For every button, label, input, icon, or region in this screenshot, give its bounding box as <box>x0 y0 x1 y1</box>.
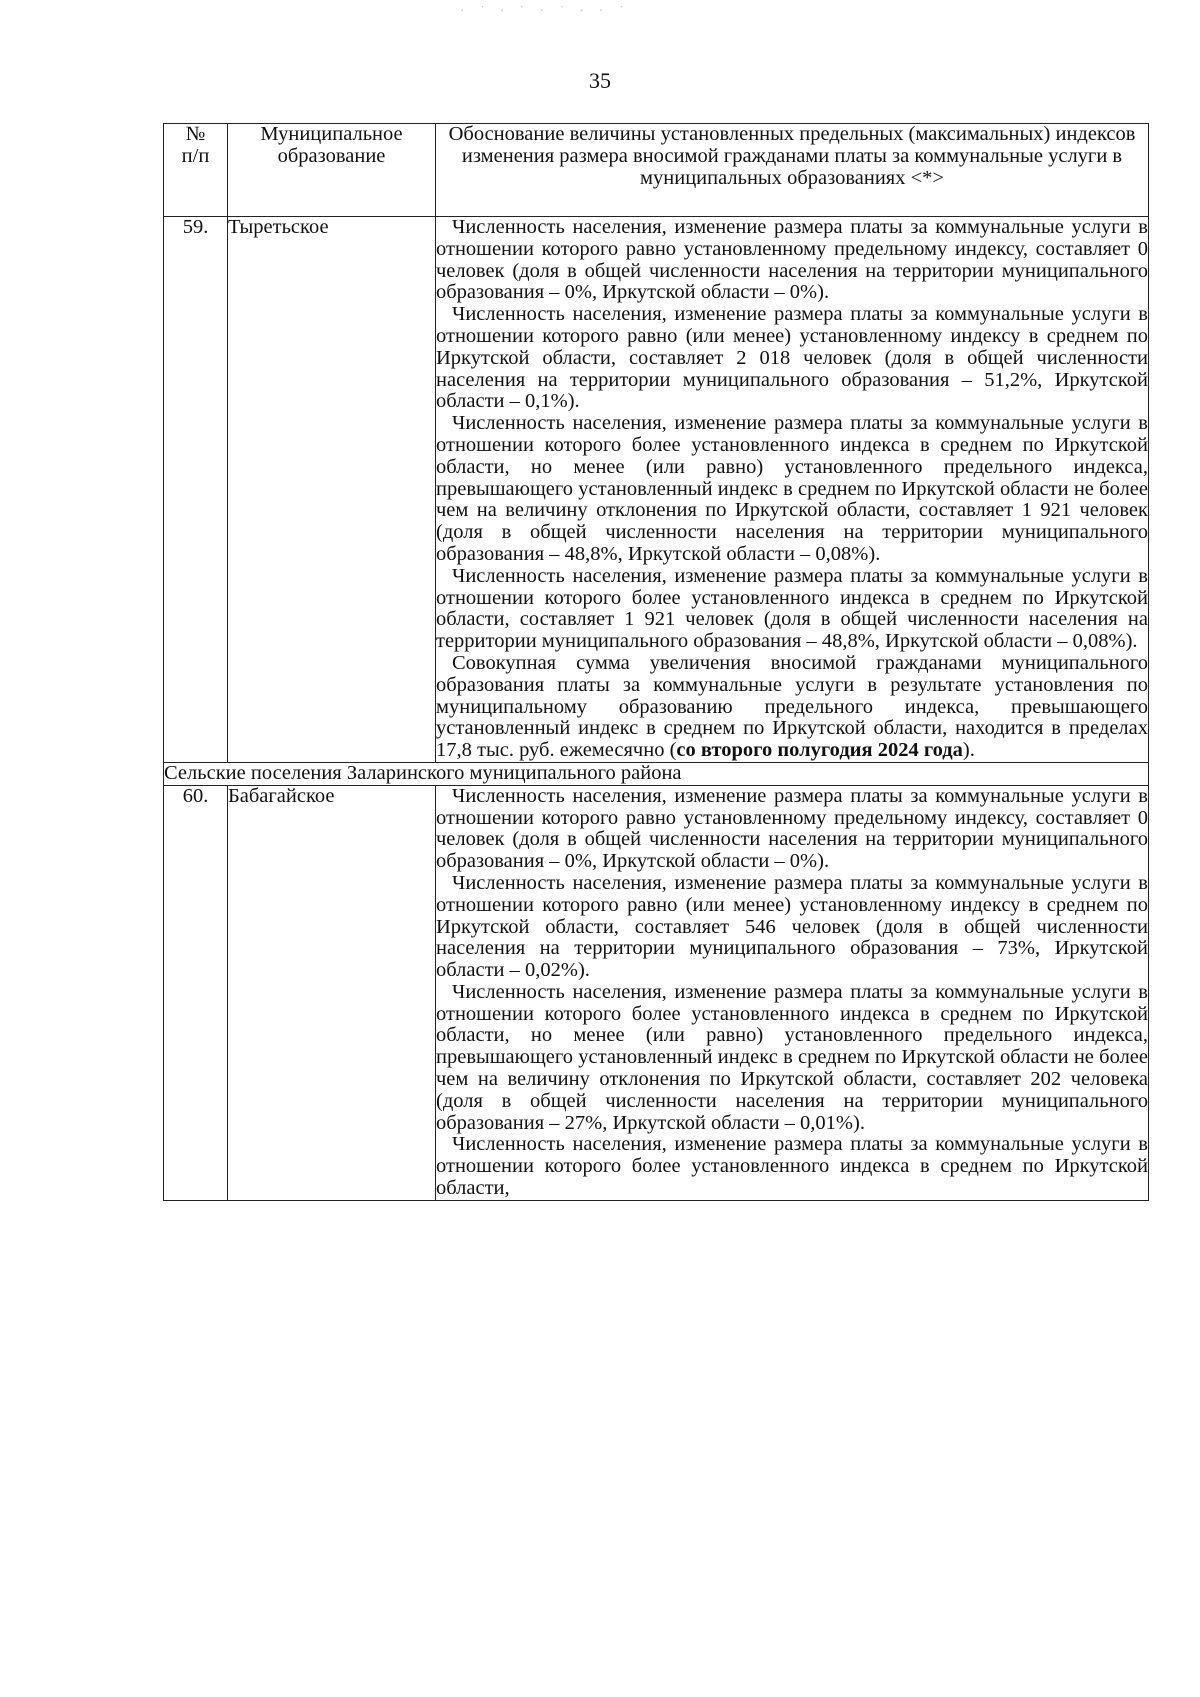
table-header-row <box>164 124 1149 217</box>
table-row <box>164 217 1149 763</box>
section-row <box>164 762 1149 785</box>
page-number: 35 <box>589 68 611 93</box>
row-number: 60. <box>164 785 228 1200</box>
paragraph-total <box>436 653 1148 762</box>
header-justification: Обоснование величины установленных предельных (максимальных) индексов изменения размера вносимой гражданами платы за коммунальные услуги в муниципальных образованиях <*> <box>436 124 1149 217</box>
total-text-end: ). <box>962 739 975 762</box>
header-municipality: Муниципальное образование <box>228 124 436 217</box>
paragraph: Численность населения, изменение размера платы за коммунальные услуги в отношении которого более установленного индекса в среднем по Иркутской области, но менее (или равно) установленного предельного индекса, превышающего установленный индекс в среднем по Иркутской области не более чем на величину отклонения по Иркутской области, составляет 202 человека (доля в общей численности населения на территории муниципального образования – 27%, Иркутской области – 0,01%). <box>436 980 1148 1134</box>
paragraph: Численность населения, изменение размера платы за коммунальные услуги в отношении которого равно (или менее) установленному индексу в среднем по Иркутской области, составляет 2 018 человек (доля в общей численности населения на территории муниципального образования – 51,2%, Иркутской области – 0,1%). <box>436 303 1148 413</box>
header-number: № п/п <box>164 124 228 217</box>
total-period-bold: со второго полугодия 2024 года <box>676 739 963 762</box>
paragraph: Численность населения, изменение размера платы за коммунальные услуги в отношении которого более установленного индекса в среднем по Иркутской области, <box>436 1133 1148 1200</box>
row-municipality: Тыретьское <box>228 217 436 763</box>
row-justification <box>436 217 1149 763</box>
row-number: 59. <box>164 217 228 763</box>
scan-artifact: · ˙ ∙ ˙ · ˙ ∙ · ˙ <box>460 4 630 19</box>
paragraph: Численность населения, изменение размера платы за коммунальные услуги в отношении которого равно установленному предельному индексу, составляет 0 человек (доля в общей численности населения на территории муниципального образования – 0%, Иркутской области – 0%). <box>436 216 1148 304</box>
paragraph: Численность населения, изменение размера платы за коммунальные услуги в отношении которого равно (или менее) установленному индексу в среднем по Иркутской области, составляет 546 человек (доля в общей численности населения на территории муниципального образования – 73%, Иркутской области – 0,02%). <box>436 871 1148 982</box>
section-title: Сельские поселения Заларинского муниципального района <box>164 762 1149 785</box>
paragraph: Численность населения, изменение размера платы за коммунальные услуги в отношении которого равно установленному предельному индексу, составляет 0 человек (доля в общей численности населения на территории муниципального образования – 0%, Иркутской области – 0%). <box>436 784 1148 873</box>
total-text: Совокупная сумма увеличения вносимой гражданами муниципального образования платы за коммунальные услуги в результате установления по муниципальному образованию предельного индекса, превышающего установленный индекс в среднем по Иркутской области, находится в пределах 17,8 тыс. руб. ежемесячно ( <box>436 651 1148 762</box>
justification-table <box>163 123 1149 1201</box>
row-justification <box>436 785 1149 1200</box>
table-row <box>164 785 1149 1200</box>
paragraph: Численность населения, изменение размера платы за коммунальные услуги в отношении которого более установленного индекса в среднем по Иркутской области, составляет 1 921 человек (доля в общей численности населения на территории муниципального образования – 48,8%, Иркутской области – 0,08%). <box>436 564 1148 653</box>
paragraph: Численность населения, изменение размера платы за коммунальные услуги в отношении которого более установленного индекса в среднем по Иркутской области, но менее (или равно) установленного предельного индекса, превышающего установленный индекс в среднем по Иркутской области не более чем на величину отклонения по Иркутской области, составляет 1 921 человек (доля в общей численности населения на территории муниципального образования – 48,8%, Иркутской области – 0,08%). <box>436 412 1148 565</box>
row-municipality: Бабагайское <box>228 785 436 1200</box>
